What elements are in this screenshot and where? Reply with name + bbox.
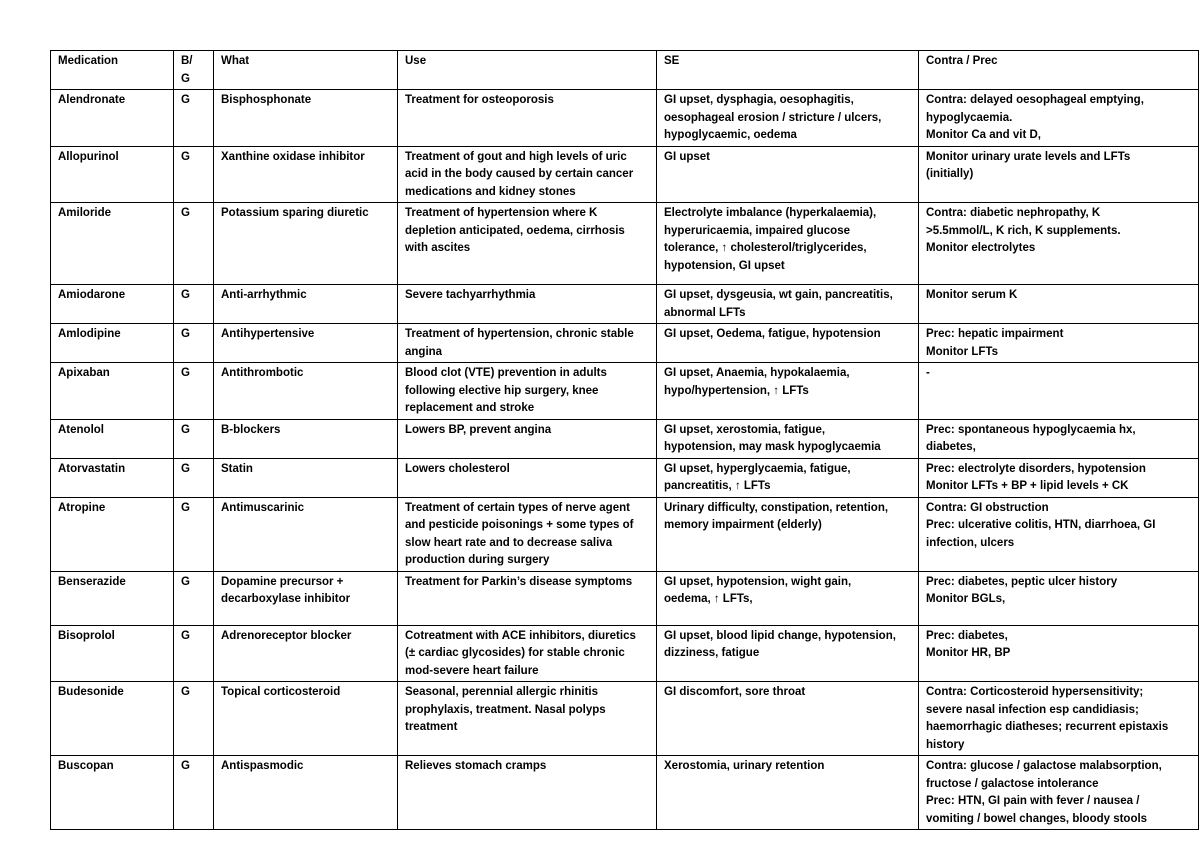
- cell-side-effects: GI upset, hypotension, wight gain, oedema, ↑ LFTs,: [657, 571, 919, 625]
- cell-contra-prec: Contra: diabetic nephropathy, K >5.5mmol/L, K rich, K supplements. Monitor electrolytes: [919, 203, 1199, 285]
- medication-table: [50, 50, 1199, 830]
- cell-medication: Atropine: [51, 497, 174, 571]
- cell-use: Lowers BP, prevent angina: [398, 419, 657, 458]
- cell-side-effects: GI upset, Anaemia, hypokalaemia, hypo/hypertension, ↑ LFTs: [657, 363, 919, 420]
- cell-contra-prec: Contra: glucose / galactose malabsorption, fructose / galactose intolerance Prec: HTN, GI pain with fever / nausea / vomiting / bowel changes, bloody stools: [919, 756, 1199, 830]
- cell-what: Topical corticosteroid: [214, 682, 398, 756]
- cell-medication: Bisoprolol: [51, 625, 174, 682]
- cell-use: Treatment for osteoporosis: [398, 90, 657, 147]
- cell-use: Lowers cholesterol: [398, 458, 657, 497]
- cell-what: Adrenoreceptor blocker: [214, 625, 398, 682]
- cell-contra-prec: Prec: spontaneous hypoglycaemia hx, diabetes,: [919, 419, 1199, 458]
- cell-contra-prec: Prec: hepatic impairment Monitor LFTs: [919, 324, 1199, 363]
- cell-use: Relieves stomach cramps: [398, 756, 657, 830]
- cell-medication: Budesonide: [51, 682, 174, 756]
- table-row: [51, 458, 1199, 497]
- cell-side-effects: GI upset, dysgeusia, wt gain, pancreatitis, abnormal LFTs: [657, 285, 919, 324]
- header-use: Use: [398, 51, 657, 90]
- cell-use: Cotreatment with ACE inhibitors, diuretics (± cardiac glycosides) for stable chronic mod-severe heart failure: [398, 625, 657, 682]
- header-side-effects: SE: [657, 51, 919, 90]
- cell-medication: Amiodarone: [51, 285, 174, 324]
- table-row: [51, 324, 1199, 363]
- cell-contra-prec: Contra: Corticosteroid hypersensitivity; severe nasal infection esp candidiasis; haemorrhagic diatheses; recurrent epistaxis history: [919, 682, 1199, 756]
- table-row: [51, 285, 1199, 324]
- cell-contra-prec: Contra: GI obstruction Prec: ulcerative colitis, HTN, diarrhoea, GI infection, ulcers: [919, 497, 1199, 571]
- cell-side-effects: GI upset, blood lipid change, hypotension, dizziness, fatigue: [657, 625, 919, 682]
- table-row: [51, 363, 1199, 420]
- cell-what: Statin: [214, 458, 398, 497]
- table-row: [51, 571, 1199, 625]
- cell-side-effects: GI upset, xerostomia, fatigue, hypotension, may mask hypoglycaemia: [657, 419, 919, 458]
- cell-brand-generic: G: [174, 203, 214, 285]
- cell-contra-prec: Monitor serum K: [919, 285, 1199, 324]
- cell-side-effects: Electrolyte imbalance (hyperkalaemia), hyperuricaemia, impaired glucose tolerance, ↑ cholesterol/triglycerides, hypotension, GI upset: [657, 203, 919, 285]
- cell-side-effects: GI upset, Oedema, fatigue, hypotension: [657, 324, 919, 363]
- cell-use: Treatment of hypertension, chronic stable angina: [398, 324, 657, 363]
- cell-brand-generic: G: [174, 625, 214, 682]
- table-row: [51, 756, 1199, 830]
- cell-contra-prec: Contra: delayed oesophageal emptying, hypoglycaemia. Monitor Ca and vit D,: [919, 90, 1199, 147]
- cell-medication: Buscopan: [51, 756, 174, 830]
- header-what: What: [214, 51, 398, 90]
- table-row: [51, 90, 1199, 147]
- cell-contra-prec: Prec: diabetes, peptic ulcer history Monitor BGLs,: [919, 571, 1199, 625]
- cell-what: B-blockers: [214, 419, 398, 458]
- table-row: [51, 682, 1199, 756]
- cell-use: Treatment for Parkin’s disease symptoms: [398, 571, 657, 625]
- cell-brand-generic: G: [174, 363, 214, 420]
- cell-what: Xanthine oxidase inhibitor: [214, 146, 398, 203]
- header-brand-generic: B/ G: [174, 51, 214, 90]
- cell-brand-generic: G: [174, 458, 214, 497]
- table-row: [51, 146, 1199, 203]
- cell-what: Dopamine precursor + decarboxylase inhibitor: [214, 571, 398, 625]
- cell-medication: Amiloride: [51, 203, 174, 285]
- cell-brand-generic: G: [174, 90, 214, 147]
- cell-brand-generic: G: [174, 756, 214, 830]
- cell-contra-prec: Prec: diabetes, Monitor HR, BP: [919, 625, 1199, 682]
- cell-side-effects: GI upset, hyperglycaemia, fatigue, pancreatitis, ↑ LFTs: [657, 458, 919, 497]
- cell-side-effects: Xerostomia, urinary retention: [657, 756, 919, 830]
- header-contra-prec: Contra / Prec: [919, 51, 1199, 90]
- cell-contra-prec: Prec: electrolyte disorders, hypotension Monitor LFTs + BP + lipid levels + CK: [919, 458, 1199, 497]
- cell-medication: Amlodipine: [51, 324, 174, 363]
- cell-brand-generic: G: [174, 571, 214, 625]
- table-row: [51, 419, 1199, 458]
- table-body: [51, 90, 1199, 830]
- cell-contra-prec: Monitor urinary urate levels and LFTs (initially): [919, 146, 1199, 203]
- cell-brand-generic: G: [174, 682, 214, 756]
- table-header-row: [51, 51, 1199, 90]
- cell-medication: Allopurinol: [51, 146, 174, 203]
- cell-what: Potassium sparing diuretic: [214, 203, 398, 285]
- cell-medication: Benserazide: [51, 571, 174, 625]
- cell-use: Seasonal, perennial allergic rhinitis prophylaxis, treatment. Nasal polyps treatment: [398, 682, 657, 756]
- cell-medication: Apixaban: [51, 363, 174, 420]
- cell-side-effects: Urinary difficulty, constipation, retention, memory impairment (elderly): [657, 497, 919, 571]
- cell-use: Treatment of certain types of nerve agent and pesticide poisonings + some types of slow heart rate and to decrease saliva production during surgery: [398, 497, 657, 571]
- cell-brand-generic: G: [174, 419, 214, 458]
- cell-medication: Alendronate: [51, 90, 174, 147]
- cell-side-effects: GI upset, dysphagia, oesophagitis, oesophageal erosion / stricture / ulcers, hypoglycaemic, oedema: [657, 90, 919, 147]
- cell-use: Severe tachyarrhythmia: [398, 285, 657, 324]
- cell-what: Anti-arrhythmic: [214, 285, 398, 324]
- cell-use: Treatment of gout and high levels of uric acid in the body caused by certain cancer medications and kidney stones: [398, 146, 657, 203]
- cell-medication: Atorvastatin: [51, 458, 174, 497]
- cell-use: Blood clot (VTE) prevention in adults following elective hip surgery, knee replacement and stroke: [398, 363, 657, 420]
- cell-side-effects: GI upset: [657, 146, 919, 203]
- cell-brand-generic: G: [174, 285, 214, 324]
- cell-what: Antimuscarinic: [214, 497, 398, 571]
- table-row: [51, 497, 1199, 571]
- cell-what: Antithrombotic: [214, 363, 398, 420]
- cell-medication: Atenolol: [51, 419, 174, 458]
- header-medication: Medication: [51, 51, 174, 90]
- cell-what: Bisphosphonate: [214, 90, 398, 147]
- cell-brand-generic: G: [174, 324, 214, 363]
- cell-what: Antihypertensive: [214, 324, 398, 363]
- cell-use: Treatment of hypertension where K depletion anticipated, oedema, cirrhosis with ascites: [398, 203, 657, 285]
- table-row: [51, 203, 1199, 285]
- cell-contra-prec: -: [919, 363, 1199, 420]
- cell-side-effects: GI discomfort, sore throat: [657, 682, 919, 756]
- cell-brand-generic: G: [174, 146, 214, 203]
- table-row: [51, 625, 1199, 682]
- cell-what: Antispasmodic: [214, 756, 398, 830]
- cell-brand-generic: G: [174, 497, 214, 571]
